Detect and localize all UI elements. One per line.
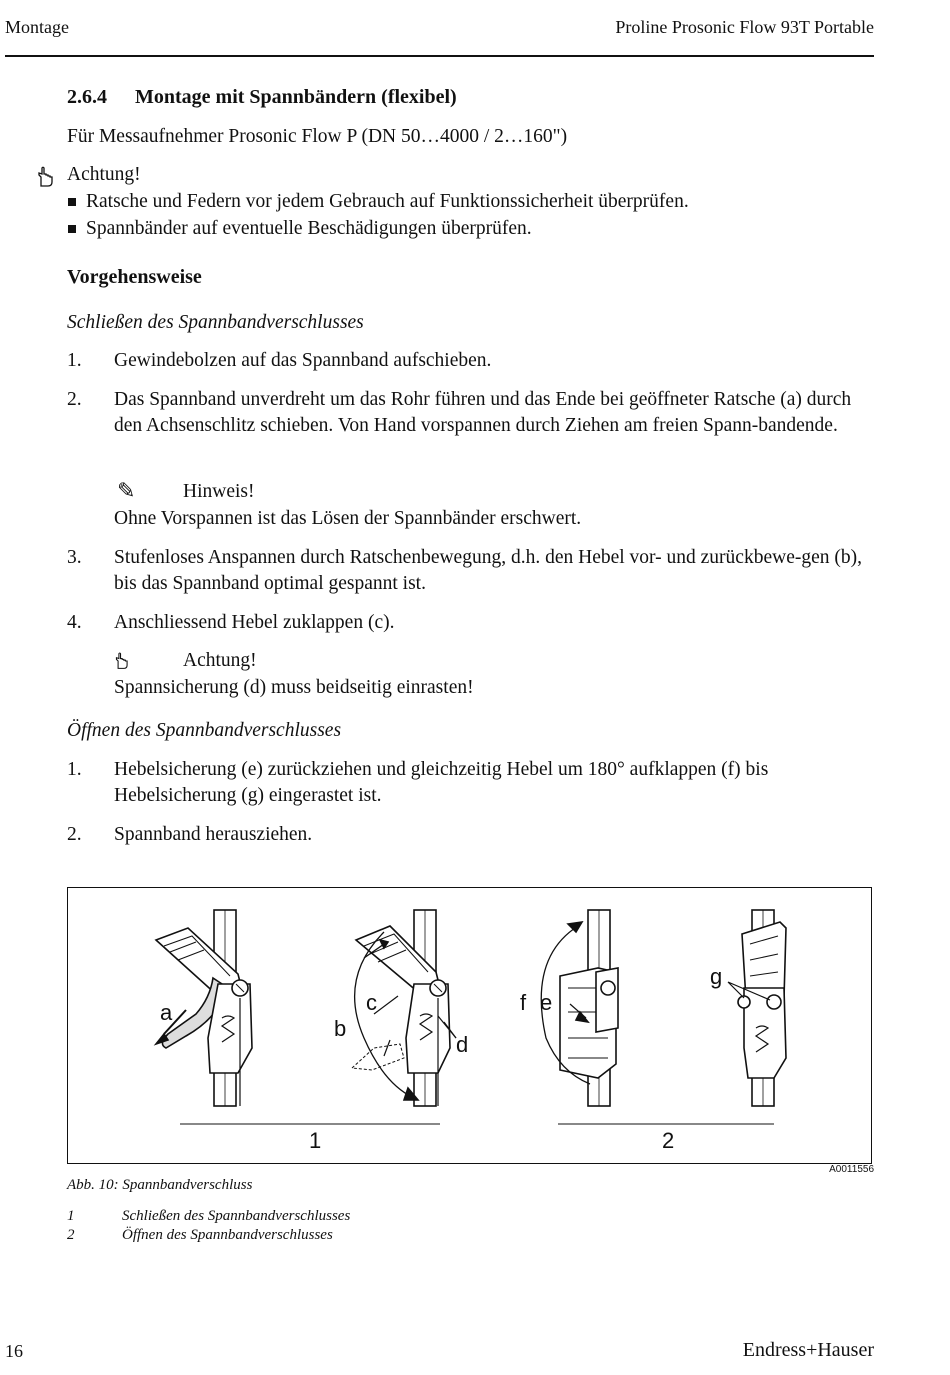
label-b: b — [334, 1016, 347, 1041]
intro-text: Für Messaufnehmer Prosonic Flow P (DN 50…4000 / 2…160") — [67, 126, 568, 147]
pointing-hand-icon — [114, 652, 132, 675]
note-text: Ohne Vorspannen ist das Lösen der Spannbänder erschwert. — [114, 508, 582, 529]
drawing-release-ratchet — [520, 910, 618, 1106]
step-text: Das Spannband unverdreht um das Rohr führen und das Ende bei geöffneter Ratsche (a) durch den Achsenschlitz schieben. Von Hand vorspannen durch Ziehen am freien Spann-bandende. — [114, 389, 852, 436]
step-text: Spannband herausziehen. — [114, 824, 313, 845]
label-c: c — [366, 990, 377, 1015]
running-header-chapter: Montage — [5, 17, 69, 37]
legend-text: Öffnen des Spannbandverschlusses — [122, 1227, 333, 1243]
step-text: Anschliessend Hebel zuklappen (c). — [114, 612, 395, 633]
figure-illustration — [68, 888, 873, 1165]
legend-key: 2 — [67, 1227, 75, 1243]
step-number: 4. — [67, 612, 82, 633]
header-rule — [5, 55, 874, 57]
label-f: f — [520, 990, 527, 1015]
step-number: 1. — [67, 759, 82, 780]
group-label-2: 2 — [662, 1128, 675, 1153]
running-header-product: Proline Prosonic Flow 93T Portable — [615, 17, 874, 37]
pencil-icon: ✎ — [117, 478, 136, 503]
section-number: 2.6.4 — [67, 86, 107, 108]
step-text: Stufenloses Anspannen durch Ratschenbewegung, d.h. den Hebel vor- und zurückbewe-gen (b), bis das Spannband optimal gespannt ist. — [114, 547, 862, 594]
page-number: 16 — [5, 1341, 23, 1361]
legend-key: 1 — [67, 1208, 75, 1224]
label-e: e — [540, 990, 553, 1015]
step-number: 3. — [67, 547, 82, 568]
legend-text: Schließen des Spannbandverschlusses — [122, 1208, 351, 1224]
section-title-text: Montage mit Spannbändern (flexibel) — [135, 86, 457, 108]
opening-heading: Öffnen des Spannbandverschlusses — [67, 720, 342, 741]
note-title: Hinweis! — [183, 481, 255, 502]
procedure-heading: Vorgehensweise — [67, 266, 202, 288]
step-number: 1. — [67, 350, 82, 371]
figure-caption — [67, 1177, 252, 1194]
label-a: a — [160, 1000, 173, 1025]
figure-ratchet-strap — [67, 887, 872, 1164]
step-text: Hebelsicherung (e) zurückziehen und gleichzeitig Hebel um 180° aufklappen (f) bis Hebelsicherung (g) eingerastet ist. — [114, 759, 769, 806]
step-number: 2. — [67, 389, 82, 410]
step-number: 2. — [67, 824, 82, 845]
warning-list — [67, 189, 689, 243]
brand-name: Endress+Hauser — [742, 1339, 874, 1361]
warning-title: Achtung! — [67, 164, 141, 185]
figure-id: A0011556 — [829, 1164, 874, 1175]
warning-title: Achtung! — [183, 650, 257, 671]
label-g: g — [710, 964, 723, 989]
warning-item: Spannbänder auf eventuelle Beschädigungen überprüfen. — [67, 216, 689, 243]
section-title — [67, 86, 457, 109]
label-d: d — [456, 1032, 469, 1057]
warning-text: Spannsicherung (d) muss beidseitig einrasten! — [114, 677, 474, 698]
drawing-locked-ratchet — [710, 910, 786, 1106]
step-text: Gewindebolzen auf das Spannband aufschieben. — [114, 350, 492, 371]
caption-text: Spannbandverschluss — [122, 1177, 253, 1193]
warning-item: Ratsche und Federn vor jedem Gebrauch auf Funktionssicherheit überprüfen. — [67, 189, 689, 216]
closing-heading: Schließen des Spannbandverschlusses — [67, 312, 364, 333]
pointing-hand-icon — [36, 166, 58, 193]
drawing-open-ratchet — [156, 910, 252, 1106]
drawing-tension-ratchet — [334, 910, 468, 1106]
caption-prefix: Abb. 10: — [67, 1177, 119, 1193]
group-label-1: 1 — [309, 1128, 322, 1153]
